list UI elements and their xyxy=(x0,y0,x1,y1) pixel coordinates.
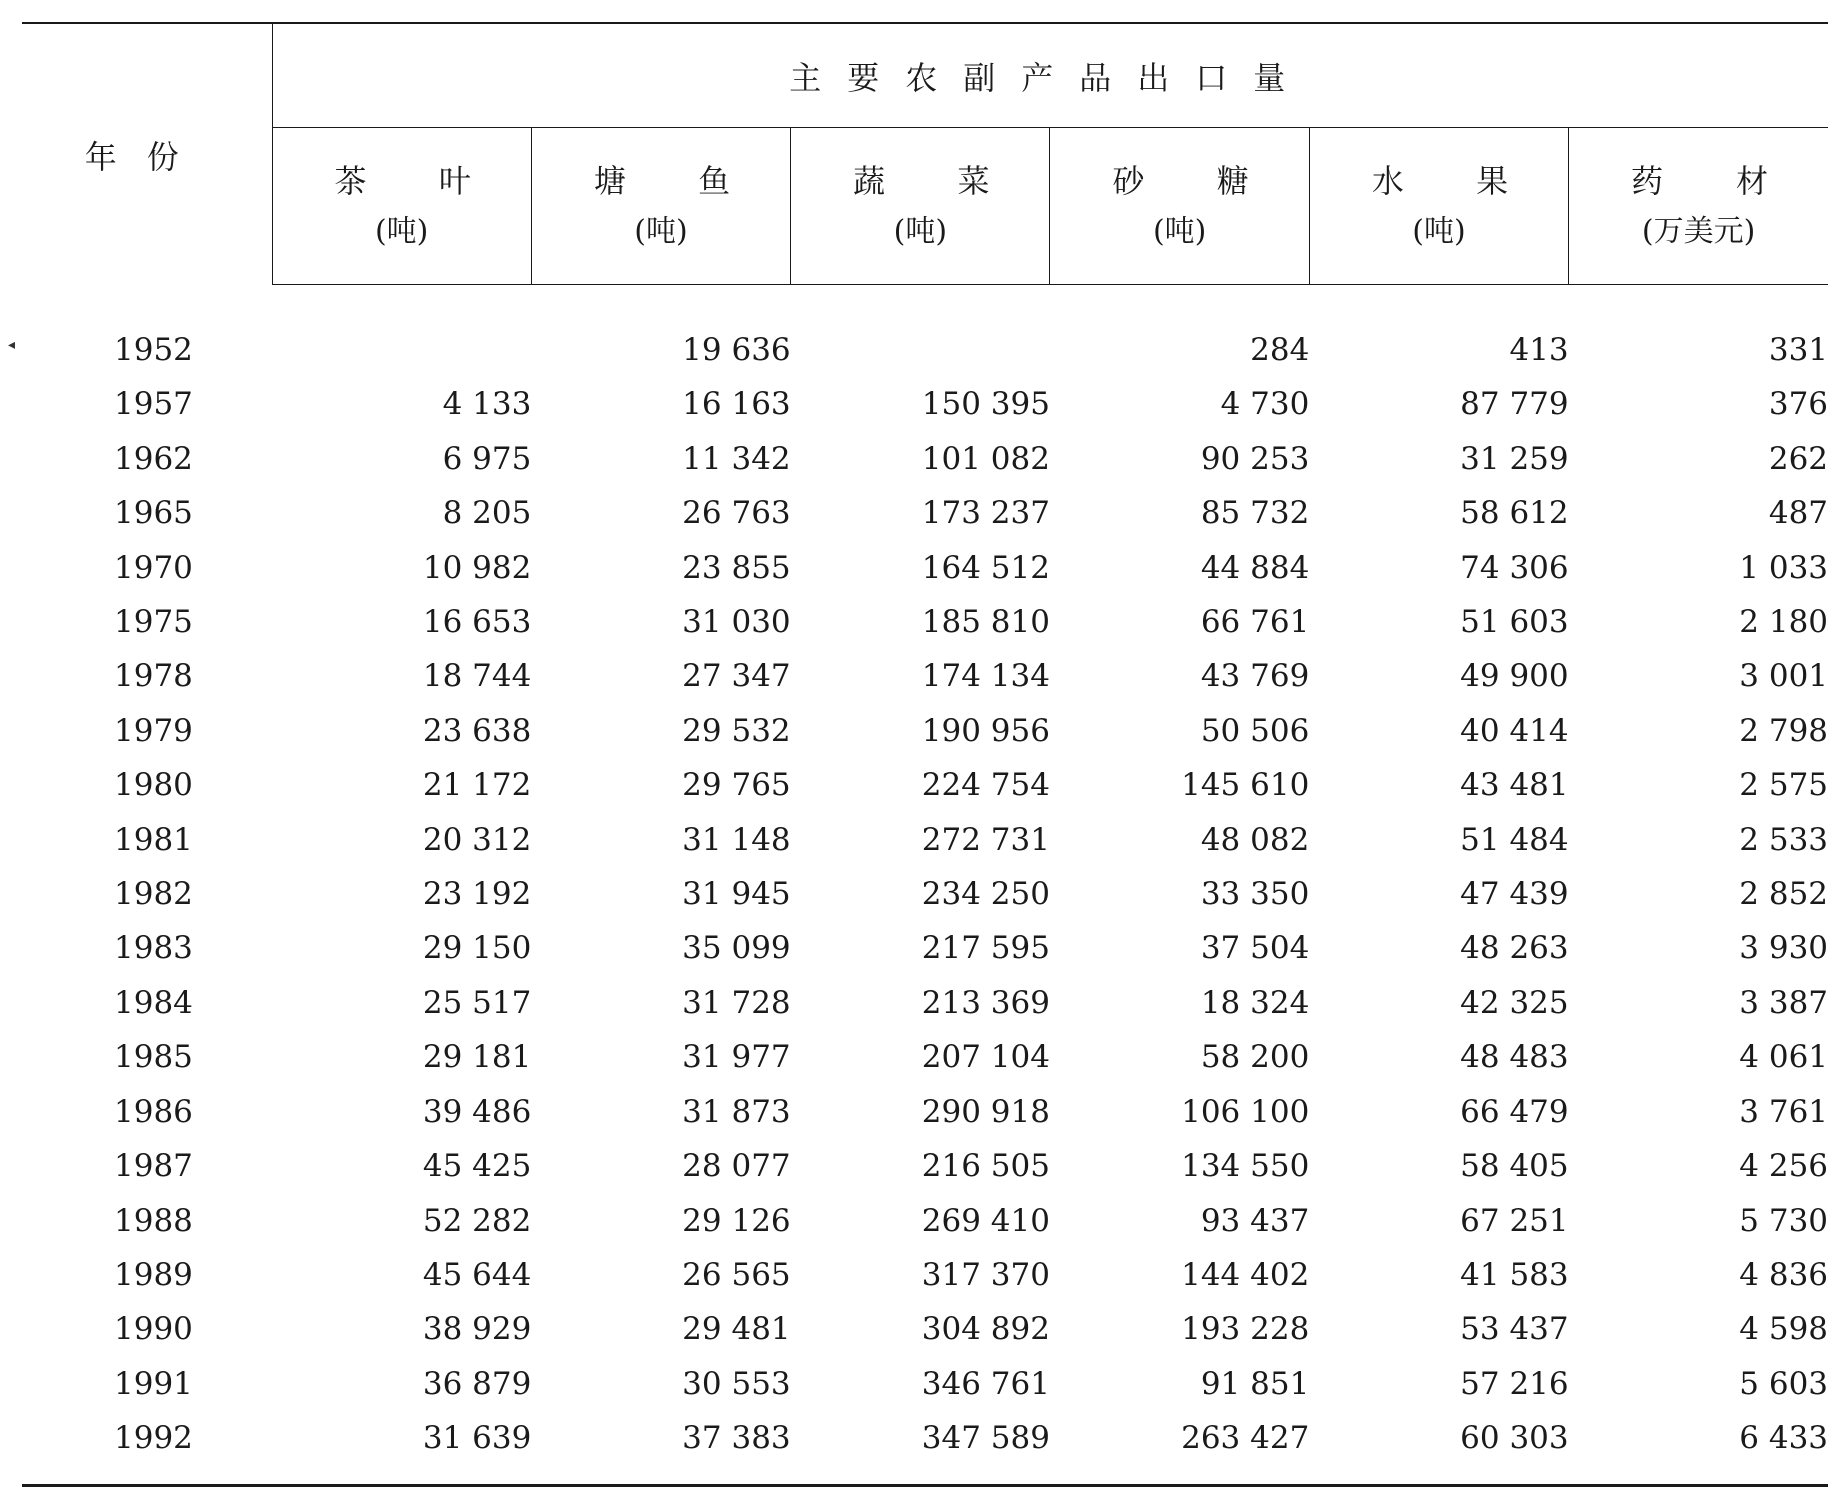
value-cell: 18 744 xyxy=(422,658,532,695)
value-cell: 31 639 xyxy=(272,1411,531,1485)
year-column-header: 年份 xyxy=(22,23,272,285)
value-cell: 4 598 xyxy=(1739,1311,1829,1348)
value-cell: 91 851 xyxy=(1200,1365,1310,1402)
value-cell: 58 405 xyxy=(1460,1148,1569,1185)
value-cell: 58 200 xyxy=(1200,1039,1310,1076)
value-cell: 21 172 xyxy=(422,767,532,804)
value-cell: 347 589 xyxy=(791,1411,1050,1485)
table-row xyxy=(22,1194,1828,1248)
year-cell: 1979 xyxy=(114,712,193,749)
year-cell: 1962 xyxy=(114,440,193,477)
value-cell: 4 836 xyxy=(1739,1256,1829,1293)
table-row xyxy=(22,704,1828,758)
value-cell: 3 001 xyxy=(1739,658,1829,695)
value-cell: 29 181 xyxy=(422,1039,532,1076)
column-header xyxy=(1309,128,1568,285)
year-cell: 1991 xyxy=(114,1365,193,1402)
value-cell: 272 731 xyxy=(921,821,1050,858)
year-cell: 1965 xyxy=(114,495,193,532)
column-header-char: 水 xyxy=(1371,162,1404,200)
column-header-char: 果 xyxy=(1476,162,1509,200)
table-header xyxy=(22,23,1828,285)
column-header-char: 药 xyxy=(1631,162,1664,200)
year-cell: 1980 xyxy=(114,767,193,804)
value-cell: 31 977 xyxy=(682,1039,791,1076)
value-cell: 90 253 xyxy=(1200,440,1310,477)
year-cell: 1975 xyxy=(114,604,193,641)
value-cell: 23 638 xyxy=(422,712,532,749)
margin-mark: ◂ xyxy=(8,337,16,353)
export-statistics-table xyxy=(22,22,1828,1487)
value-cell: 10 982 xyxy=(422,549,532,586)
value-cell xyxy=(272,285,531,378)
value-cell: 269 410 xyxy=(921,1202,1050,1239)
table-row xyxy=(22,1139,1828,1193)
column-header-char: 砂 xyxy=(1112,162,1145,200)
value-cell: 74 306 xyxy=(1460,549,1569,586)
table-row xyxy=(22,1302,1828,1356)
value-cell: 207 104 xyxy=(921,1039,1050,1076)
column-unit: (吨) xyxy=(1152,214,1207,249)
value-cell: 51 603 xyxy=(1460,604,1569,641)
column-unit: (吨) xyxy=(893,214,948,249)
value-cell: 304 892 xyxy=(921,1311,1050,1348)
column-unit: (吨) xyxy=(1412,214,1466,249)
value-cell: 193 228 xyxy=(1181,1311,1310,1348)
value-cell: 25 517 xyxy=(422,984,532,1021)
value-cell: 36 879 xyxy=(422,1365,532,1402)
value-cell: 290 918 xyxy=(921,1093,1050,1130)
value-cell: 284 xyxy=(1250,332,1310,368)
table-row xyxy=(22,649,1828,703)
value-cell: 144 402 xyxy=(1181,1256,1310,1293)
value-cell: 150 395 xyxy=(921,386,1050,423)
year-cell: 1984 xyxy=(114,984,193,1021)
column-header xyxy=(531,128,790,285)
value-cell: 47 439 xyxy=(1460,876,1569,913)
year-cell: 1982 xyxy=(114,876,193,913)
value-cell: 317 370 xyxy=(921,1256,1050,1293)
value-cell: 173 237 xyxy=(921,495,1050,532)
value-cell: 216 505 xyxy=(921,1148,1050,1185)
value-cell: 31 728 xyxy=(682,984,791,1021)
value-cell: 31 873 xyxy=(682,1093,791,1130)
value-cell: 134 550 xyxy=(1181,1148,1310,1185)
column-header-name xyxy=(791,159,1049,203)
column-unit: (吨) xyxy=(374,214,429,249)
year-cell: 1986 xyxy=(114,1093,193,1130)
value-cell: 164 512 xyxy=(921,549,1050,586)
value-cell: 26 565 xyxy=(682,1256,791,1293)
value-cell: 487 xyxy=(1768,495,1829,532)
table-row xyxy=(22,1357,1828,1411)
year-cell: 1990 xyxy=(114,1311,193,1348)
value-cell: 16 653 xyxy=(422,604,532,641)
value-cell: 16 163 xyxy=(682,386,791,423)
column-header xyxy=(791,128,1050,285)
column-unit: (万美元) xyxy=(1641,214,1756,249)
value-cell: 18 324 xyxy=(1200,984,1310,1021)
table-row xyxy=(22,758,1828,812)
year-cell: 1992 xyxy=(22,1411,272,1485)
table-row xyxy=(22,541,1828,595)
column-header-name xyxy=(1310,159,1568,203)
value-cell: 20 312 xyxy=(422,821,532,858)
year-cell: 1983 xyxy=(114,930,193,967)
value-cell: 185 810 xyxy=(921,604,1050,641)
table-row xyxy=(22,285,1828,378)
value-cell: 31 945 xyxy=(682,876,791,913)
year-cell: 1989 xyxy=(114,1256,193,1293)
column-header-char: 菜 xyxy=(957,162,990,200)
value-cell: 5 603 xyxy=(1739,1365,1829,1402)
table-row xyxy=(22,595,1828,649)
value-cell: 6 975 xyxy=(442,440,532,477)
value-cell: 4 061 xyxy=(1739,1039,1829,1076)
value-cell: 60 303 xyxy=(1309,1411,1568,1485)
year-cell: 1978 xyxy=(114,658,193,695)
value-cell: 28 077 xyxy=(682,1148,791,1185)
value-cell: 51 484 xyxy=(1460,821,1569,858)
year-cell: 1970 xyxy=(114,549,193,586)
table-row xyxy=(22,1030,1828,1084)
year-cell: 1987 xyxy=(114,1148,193,1185)
value-cell: 58 612 xyxy=(1460,495,1569,532)
value-cell: 35 099 xyxy=(682,930,791,967)
value-cell: 29 765 xyxy=(682,767,791,804)
value-cell: 29 481 xyxy=(682,1311,791,1348)
value-cell: 87 779 xyxy=(1460,386,1569,423)
table-row xyxy=(22,976,1828,1030)
table-body xyxy=(22,285,1828,1486)
table-row xyxy=(22,813,1828,867)
value-cell: 93 437 xyxy=(1200,1202,1310,1239)
value-cell: 213 369 xyxy=(921,984,1050,1021)
value-cell: 2 180 xyxy=(1739,604,1829,641)
value-cell: 346 761 xyxy=(921,1365,1050,1402)
column-header xyxy=(272,128,531,285)
value-cell: 6 433 xyxy=(1569,1411,1828,1485)
year-cell: 1981 xyxy=(114,821,193,858)
value-cell: 48 483 xyxy=(1460,1039,1569,1076)
table-row xyxy=(22,1411,1828,1485)
value-cell: 331 xyxy=(1768,332,1829,368)
value-cell: 106 100 xyxy=(1181,1093,1310,1130)
value-cell: 50 506 xyxy=(1200,712,1310,749)
value-cell: 29 126 xyxy=(682,1202,791,1239)
value-cell: 3 387 xyxy=(1739,984,1829,1021)
column-header-char: 塘 xyxy=(593,162,626,200)
value-cell: 41 583 xyxy=(1460,1256,1569,1293)
table-row xyxy=(22,867,1828,921)
value-cell: 29 150 xyxy=(422,930,532,967)
value-cell: 44 884 xyxy=(1200,549,1310,586)
value-cell: 376 xyxy=(1768,386,1829,423)
value-cell: 1 033 xyxy=(1739,549,1829,586)
value-cell: 174 134 xyxy=(921,658,1050,695)
value-cell: 37 504 xyxy=(1200,930,1310,967)
column-header-char: 叶 xyxy=(438,162,471,200)
value-cell: 33 350 xyxy=(1200,876,1310,913)
year-cell: 1957 xyxy=(114,386,193,423)
value-cell: 2 798 xyxy=(1739,712,1829,749)
value-cell: 4 730 xyxy=(1220,386,1310,423)
value-cell: 224 754 xyxy=(921,767,1050,804)
value-cell: 2 852 xyxy=(1739,876,1829,913)
column-header-char: 材 xyxy=(1736,162,1769,200)
value-cell: 52 282 xyxy=(422,1202,532,1239)
value-cell: 49 900 xyxy=(1460,658,1569,695)
column-header-name xyxy=(532,159,790,203)
column-header-char: 茶 xyxy=(334,162,367,200)
value-cell: 40 414 xyxy=(1460,712,1569,749)
value-cell: 43 769 xyxy=(1200,658,1310,695)
value-cell: 217 595 xyxy=(921,930,1050,967)
value-cell: 29 532 xyxy=(682,712,791,749)
value-cell: 67 251 xyxy=(1460,1202,1569,1239)
value-cell: 8 205 xyxy=(442,495,532,532)
value-cell: 190 956 xyxy=(921,712,1050,749)
value-cell: 66 761 xyxy=(1200,604,1310,641)
value-cell: 31 030 xyxy=(682,604,791,641)
column-header-char: 蔬 xyxy=(853,162,886,200)
table-row xyxy=(22,1248,1828,1302)
column-header-char: 鱼 xyxy=(698,162,731,200)
value-cell: 145 610 xyxy=(1181,767,1310,804)
column-header-name xyxy=(1050,159,1308,203)
value-cell: 31 259 xyxy=(1460,440,1569,477)
table-row xyxy=(22,377,1828,431)
value-cell: 101 082 xyxy=(921,440,1050,477)
column-header xyxy=(1050,128,1309,285)
column-header-name xyxy=(273,159,531,203)
value-cell: 30 553 xyxy=(682,1365,791,1402)
value-cell: 53 437 xyxy=(1460,1311,1569,1348)
value-cell: 39 486 xyxy=(422,1093,532,1130)
value-cell: 19 636 xyxy=(682,332,791,368)
value-cell: 85 732 xyxy=(1200,495,1310,532)
column-unit: (吨) xyxy=(634,214,688,249)
value-cell: 48 263 xyxy=(1460,930,1569,967)
value-cell: 2 575 xyxy=(1739,767,1829,804)
value-cell: 4 256 xyxy=(1739,1148,1829,1185)
value-cell: 262 xyxy=(1768,440,1829,477)
table-row xyxy=(22,921,1828,975)
value-cell: 57 216 xyxy=(1460,1365,1569,1402)
value-cell: 413 xyxy=(1509,332,1569,368)
value-cell: 31 148 xyxy=(682,821,791,858)
value-cell: 234 250 xyxy=(921,876,1050,913)
year-cell: 1985 xyxy=(114,1039,193,1076)
value-cell: 23 855 xyxy=(682,549,791,586)
value-cell: 43 481 xyxy=(1460,767,1569,804)
value-cell: 5 730 xyxy=(1739,1202,1829,1239)
table-row xyxy=(22,1085,1828,1139)
column-header-name xyxy=(1569,159,1828,203)
value-cell: 45 644 xyxy=(422,1256,532,1293)
value-cell: 37 383 xyxy=(531,1411,790,1485)
value-cell: 3 930 xyxy=(1739,930,1829,967)
value-cell: 23 192 xyxy=(422,876,532,913)
value-cell: 263 427 xyxy=(1050,1411,1309,1485)
table-row xyxy=(22,486,1828,540)
table-row xyxy=(22,432,1828,486)
group-header: 主要农副产品出口量 xyxy=(272,23,1828,128)
year-cell: 1952 xyxy=(114,331,193,368)
column-header xyxy=(1569,128,1828,285)
column-header-char: 糖 xyxy=(1216,162,1249,200)
value-cell: 38 929 xyxy=(422,1311,532,1348)
value-cell: 27 347 xyxy=(682,658,791,695)
value-cell: 11 342 xyxy=(682,440,791,477)
value-cell: 42 325 xyxy=(1460,984,1569,1021)
value-cell: 26 763 xyxy=(682,495,791,532)
value-cell xyxy=(791,285,1050,378)
value-cell: 48 082 xyxy=(1200,821,1310,858)
value-cell: 66 479 xyxy=(1460,1093,1569,1130)
value-cell: 3 761 xyxy=(1739,1093,1829,1130)
year-cell: 1988 xyxy=(114,1202,193,1239)
value-cell: 4 133 xyxy=(442,386,532,423)
value-cell: 2 533 xyxy=(1739,821,1829,858)
value-cell: 45 425 xyxy=(422,1148,532,1185)
